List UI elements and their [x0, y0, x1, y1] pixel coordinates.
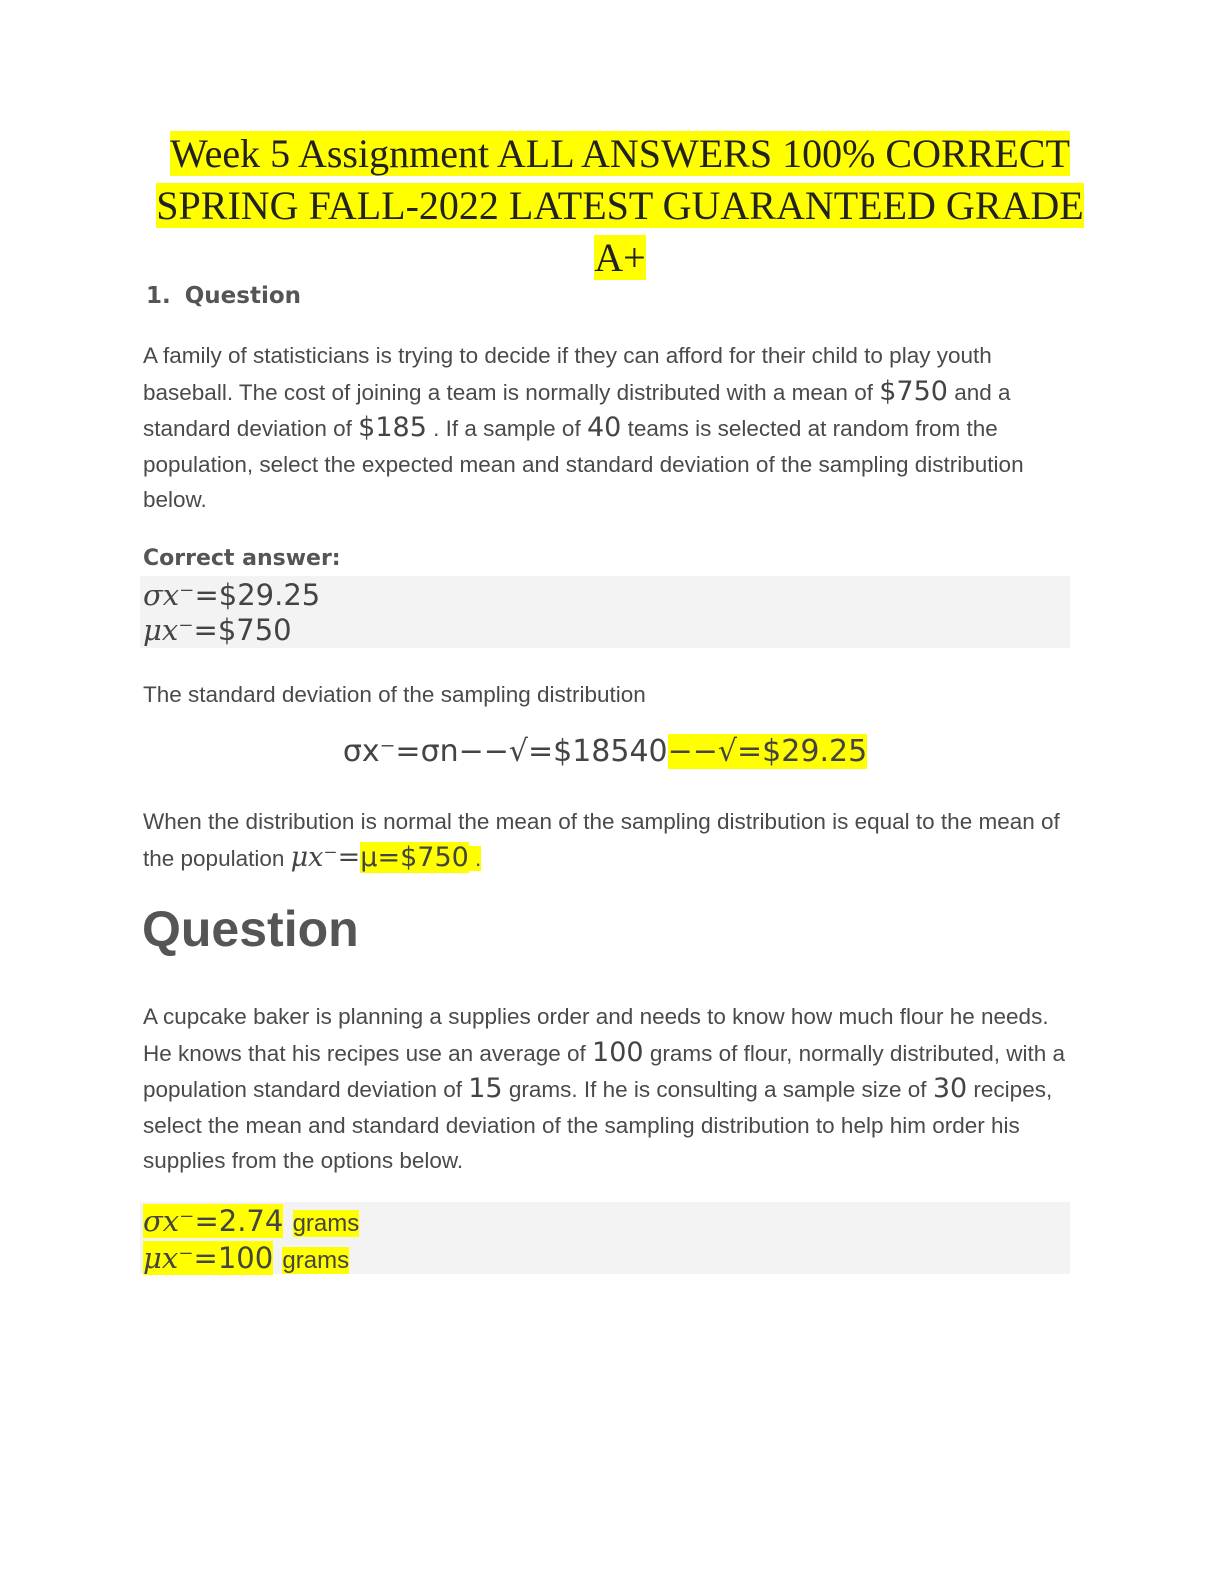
formula-highlight: −−√=$29.25 [667, 734, 868, 769]
q1-formula [140, 734, 1070, 769]
q1-sd-value: $185 [358, 412, 427, 443]
unit-grams: grams [292, 1210, 360, 1237]
q2-n-value: 30 [932, 1073, 968, 1104]
question-2-heading: Question [142, 901, 359, 957]
explain-2-text: When the distribution is normal the mean of the sampling distribution is equal to the mean of the population [143, 809, 1060, 871]
question-1-heading [146, 283, 301, 309]
q1-text-a: A family of statisticians is trying to decide if they can afford for their child to play youth baseball. The cost of joining a team is normally distributed with a mean of [143, 343, 992, 405]
explain-2-mu: μx⁻= [290, 841, 361, 873]
title-line-1: Week 5 Assignment ALL ANSWERS 100% CORRECT [170, 131, 1070, 176]
q2-text-b: grams of flour, normally distributed, with a population standard deviation of [143, 1040, 1065, 1102]
q1-n-value: 40 [586, 412, 622, 443]
q1-answer-sigma [143, 578, 1067, 613]
q1-explanation-1: The standard deviation of the sampling distribution [143, 682, 646, 707]
q2-text-a: A cupcake baker is planning a supplies order and needs to know how much flour he needs. He knows that his recipes use an average of [143, 1004, 1049, 1066]
mu-value: =100 [193, 1241, 274, 1275]
q1-text-c: . If a sample of [426, 416, 587, 441]
sigma-symbol: σx⁻ [143, 578, 195, 612]
q2-sd-value: 15 [468, 1073, 503, 1104]
q2-answer-box [140, 1202, 1070, 1274]
question-1-text [143, 338, 1078, 518]
explain-2-highlight: μ=$750 [360, 841, 469, 873]
correct-answer-label: Correct answer: [143, 546, 341, 571]
q1-mean-value: $750 [879, 375, 948, 407]
unit-grams: grams [282, 1247, 350, 1274]
q1-answer-mu [143, 613, 1067, 648]
sigma-value: =2.74 [194, 1204, 284, 1238]
q1-explanation-2 [143, 804, 1078, 876]
q2-mean-value: 100 [592, 1036, 644, 1068]
mu-symbol: μx⁻ [143, 1241, 194, 1275]
question-2-text [143, 999, 1078, 1179]
question-number: 1. [146, 283, 171, 309]
q2-text-d: recipes, select the mean and standard deviation of the sampling distribution to help him order his supplies from the options below. [143, 1077, 1053, 1173]
q1-text-b: and a standard deviation of [143, 379, 1011, 441]
sigma-value: =$29.25 [194, 578, 321, 612]
q2-answer-sigma [143, 1204, 1067, 1241]
document-title [130, 128, 1110, 284]
formula-main: σx⁻=σn−−√=$18540 [342, 734, 668, 769]
q1-answer-box [140, 576, 1070, 648]
q2-answer-mu [143, 1241, 1067, 1278]
question-heading-label: Question [184, 283, 302, 309]
title-line-2: SPRING FALL-2022 LATEST GUARANTEED GRADE [156, 183, 1084, 228]
title-line-3: A+ [594, 235, 646, 280]
explain-2-end: . [468, 845, 482, 871]
q2-text-c: grams. If he is consulting a sample size of [502, 1077, 933, 1102]
mu-value: =$750 [193, 613, 292, 647]
q1-text-d: teams is selected at random from the population, select the expected mean and standard deviation of the sampling distribution below. [143, 416, 1024, 512]
mu-symbol: μx⁻ [143, 613, 194, 647]
sigma-symbol: σx⁻ [143, 1204, 195, 1238]
